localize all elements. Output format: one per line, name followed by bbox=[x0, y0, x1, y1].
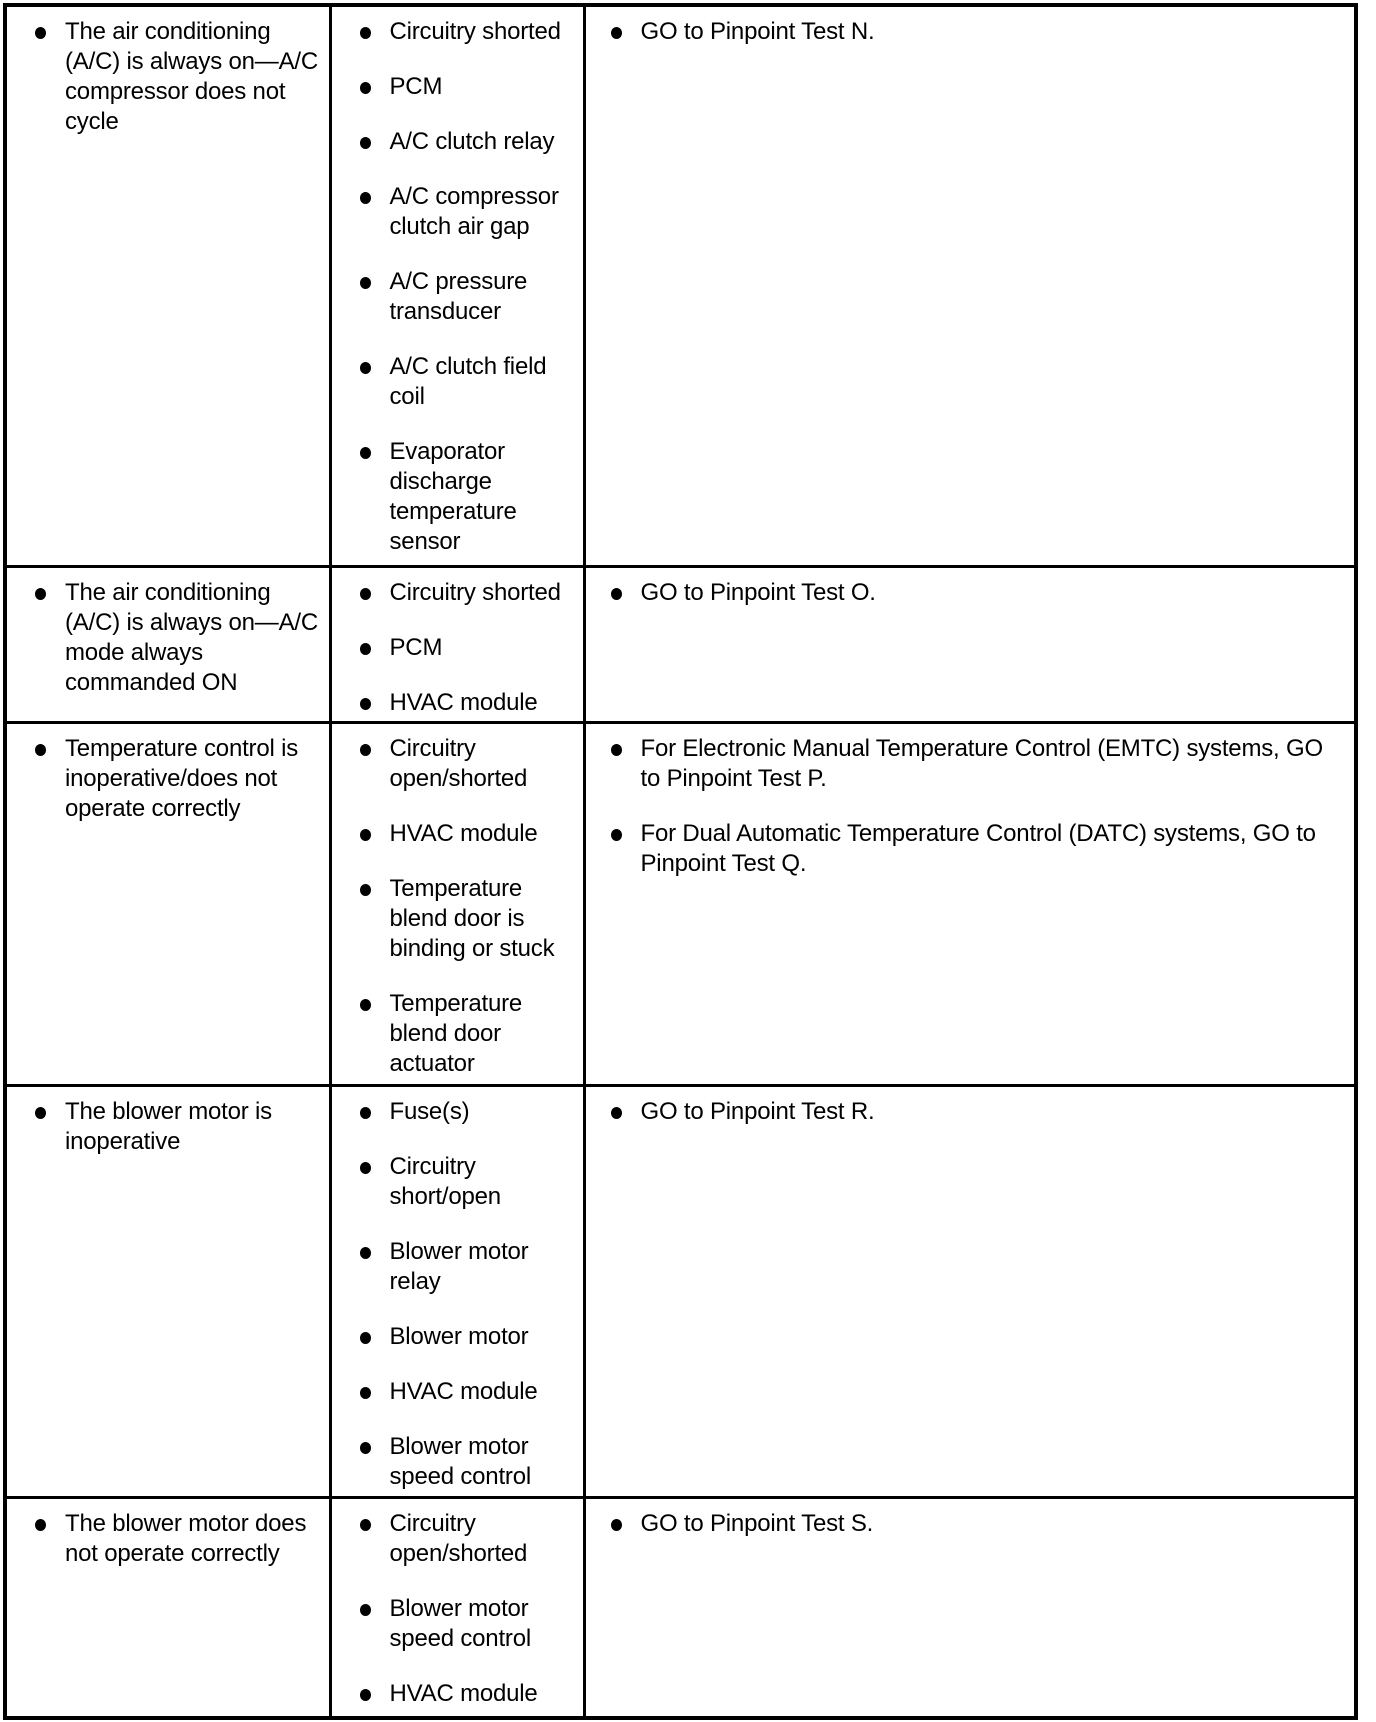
bullet-icon bbox=[35, 1519, 46, 1531]
source-cell bbox=[330, 722, 584, 1085]
bullet-icon bbox=[35, 588, 46, 600]
bullet-icon bbox=[360, 82, 371, 94]
condition-cell bbox=[5, 1085, 330, 1497]
list-item bbox=[332, 1322, 575, 1352]
bullet-icon bbox=[360, 137, 371, 149]
source-cell bbox=[330, 1085, 584, 1497]
bullet-icon bbox=[360, 884, 371, 896]
list-item bbox=[7, 1509, 321, 1569]
bullet-icon bbox=[611, 744, 622, 756]
diagnostic-symptom-table bbox=[3, 3, 1358, 1720]
source-text: A/C clutch relay bbox=[389, 128, 555, 155]
table-row bbox=[5, 1497, 1356, 1718]
bullet-icon bbox=[360, 1604, 371, 1616]
action-text: For Electronic Manual Temperature Control (EMTC) systems, GO to Pinpoint Test P. bbox=[640, 734, 1323, 792]
list-item bbox=[586, 734, 1347, 794]
source-text: PCM bbox=[389, 633, 443, 661]
condition-text: The air conditioning (A/C) is always on—A/C mode always commanded ON bbox=[65, 578, 318, 696]
list-item bbox=[586, 1097, 1347, 1127]
list-item bbox=[332, 1509, 575, 1569]
source-text: HVAC module bbox=[389, 1679, 538, 1707]
list-item bbox=[332, 437, 575, 557]
bullet-icon bbox=[611, 1107, 622, 1119]
source-text: HVAC module bbox=[389, 688, 538, 716]
bullet-icon bbox=[360, 999, 371, 1011]
bullet-icon bbox=[611, 1519, 622, 1531]
source-text: Circuitry open/shorted bbox=[389, 1509, 528, 1567]
list-item bbox=[7, 1097, 321, 1157]
list-item bbox=[7, 578, 321, 698]
table-row bbox=[5, 566, 1356, 722]
source-text: Circuitry shorted bbox=[389, 578, 561, 606]
bullet-icon bbox=[360, 1332, 371, 1344]
action-text: GO to Pinpoint Test S. bbox=[640, 1509, 874, 1537]
list-item bbox=[332, 578, 575, 608]
source-text: A/C compressor clutch air gap bbox=[389, 183, 559, 240]
action-cell bbox=[584, 1085, 1356, 1497]
bullet-icon bbox=[360, 1107, 371, 1119]
action-text: GO to Pinpoint Test R. bbox=[640, 1097, 875, 1125]
list-item bbox=[7, 17, 321, 137]
bullet-icon bbox=[360, 1387, 371, 1399]
bullet-icon bbox=[35, 744, 46, 756]
list-item bbox=[332, 352, 575, 412]
action-text: For Dual Automatic Temperature Control (DATC) systems, GO to Pinpoint Test Q. bbox=[640, 819, 1316, 877]
list-item bbox=[586, 1509, 1347, 1539]
source-text: Circuitry shorted bbox=[389, 18, 561, 45]
source-cell bbox=[330, 566, 584, 722]
bullet-icon bbox=[360, 1442, 371, 1454]
condition-text: The blower motor does not operate correctly bbox=[65, 1509, 307, 1567]
bullet-icon bbox=[360, 1162, 371, 1174]
list-item bbox=[7, 734, 321, 824]
condition-text: The blower motor is inoperative bbox=[65, 1097, 272, 1155]
list-item bbox=[586, 578, 1347, 608]
bullet-icon bbox=[360, 277, 371, 289]
action-cell bbox=[584, 5, 1356, 566]
list-item bbox=[586, 17, 1347, 47]
bullet-icon bbox=[611, 27, 622, 39]
condition-cell bbox=[5, 1497, 330, 1718]
source-text: HVAC module bbox=[389, 1377, 538, 1405]
list-item bbox=[586, 819, 1347, 879]
source-text: Blower motor speed control bbox=[389, 1432, 531, 1490]
list-item bbox=[332, 734, 575, 794]
source-text: A/C clutch field coil bbox=[389, 353, 547, 410]
source-text: Circuitry open/shorted bbox=[389, 734, 528, 792]
condition-cell bbox=[5, 566, 330, 722]
source-text: Evaporator discharge temperature sensor bbox=[389, 438, 517, 555]
bullet-icon bbox=[360, 1519, 371, 1531]
table-row bbox=[5, 722, 1356, 1085]
condition-text: The air conditioning (A/C) is always on—A/C compressor does not cycle bbox=[65, 18, 318, 135]
list-item bbox=[332, 72, 575, 102]
list-item bbox=[332, 1097, 575, 1127]
list-item bbox=[332, 633, 575, 663]
list-item bbox=[332, 1377, 575, 1407]
source-text: Circuitry short/open bbox=[389, 1152, 501, 1210]
list-item bbox=[332, 1237, 575, 1297]
bullet-icon bbox=[360, 744, 371, 756]
source-text: Blower motor bbox=[389, 1322, 529, 1350]
action-cell bbox=[584, 1497, 1356, 1718]
list-item bbox=[332, 17, 575, 47]
table-row bbox=[5, 1085, 1356, 1497]
condition-cell bbox=[5, 5, 330, 566]
bullet-icon bbox=[360, 362, 371, 374]
list-item bbox=[332, 874, 575, 964]
condition-cell bbox=[5, 722, 330, 1085]
source-cell bbox=[330, 1497, 584, 1718]
source-text: Fuse(s) bbox=[389, 1097, 470, 1125]
list-item bbox=[332, 1594, 575, 1654]
action-cell bbox=[584, 566, 1356, 722]
bullet-icon bbox=[360, 698, 371, 710]
source-text: Temperature blend door actuator bbox=[389, 989, 523, 1077]
list-item bbox=[332, 819, 575, 849]
bullet-icon bbox=[360, 27, 371, 39]
source-text: Blower motor relay bbox=[389, 1237, 529, 1295]
list-item bbox=[332, 1152, 575, 1212]
bullet-icon bbox=[360, 588, 371, 600]
list-item bbox=[332, 182, 575, 242]
source-text: Blower motor speed control bbox=[389, 1594, 531, 1652]
bullet-icon bbox=[360, 1247, 371, 1259]
bullet-icon bbox=[611, 588, 622, 600]
action-text: GO to Pinpoint Test O. bbox=[640, 578, 876, 606]
list-item bbox=[332, 267, 575, 327]
list-item bbox=[332, 1679, 575, 1709]
action-cell bbox=[584, 722, 1356, 1085]
list-item bbox=[332, 989, 575, 1079]
source-text: Temperature blend door is binding or stuck bbox=[389, 874, 555, 962]
bullet-icon bbox=[35, 1107, 46, 1119]
bullet-icon bbox=[360, 447, 371, 459]
source-cell bbox=[330, 5, 584, 566]
bullet-icon bbox=[360, 192, 371, 204]
bullet-icon bbox=[35, 27, 46, 39]
list-item bbox=[332, 1432, 575, 1492]
action-text: GO to Pinpoint Test N. bbox=[640, 18, 875, 45]
list-item bbox=[332, 127, 575, 157]
bullet-icon bbox=[611, 829, 622, 841]
bullet-icon bbox=[360, 829, 371, 841]
source-text: PCM bbox=[389, 73, 443, 100]
condition-text: Temperature control is inoperative/does not operate correctly bbox=[65, 734, 299, 822]
bullet-icon bbox=[360, 1689, 371, 1701]
source-text: HVAC module bbox=[389, 819, 538, 847]
list-item bbox=[332, 688, 575, 718]
table-row bbox=[5, 5, 1356, 566]
bullet-icon bbox=[360, 643, 371, 655]
source-text: A/C pressure transducer bbox=[389, 268, 528, 325]
